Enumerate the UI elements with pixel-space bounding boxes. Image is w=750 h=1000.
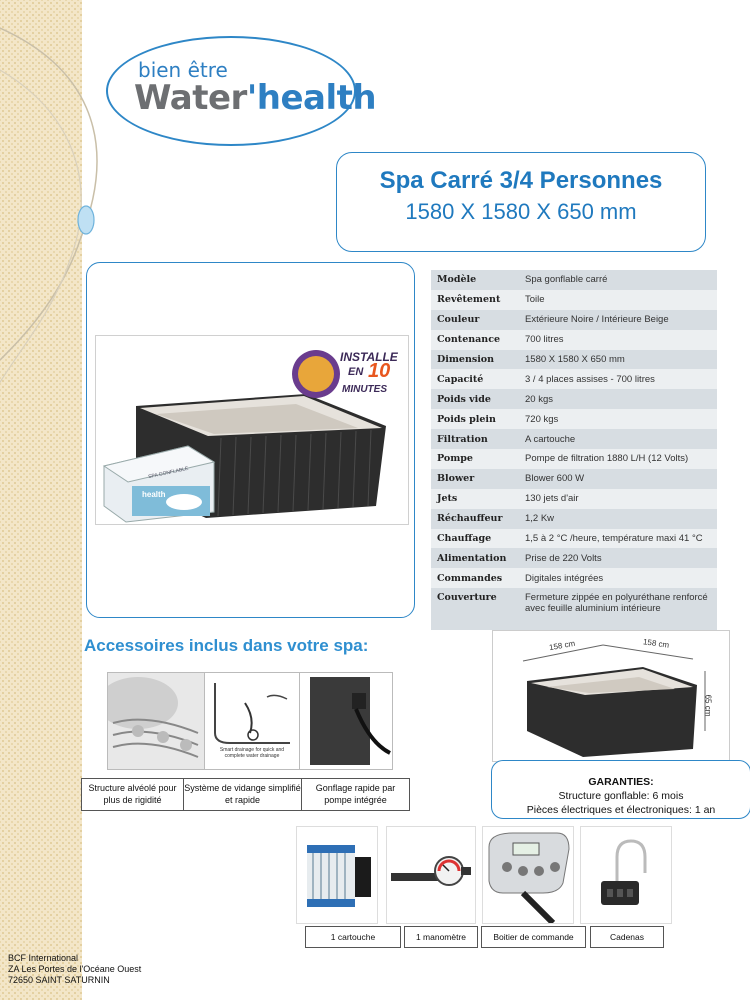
badge-number: 10 [368,360,391,382]
spec-row [431,588,717,630]
spec-value: Fermeture zippée en polyuréthane renforcé avec feuille aluminium intérieure [519,588,717,630]
spec-value: 20 kgs [519,389,717,409]
dimension-height: 65 cm [703,694,713,717]
spec-row [431,389,717,409]
spec-row [431,469,717,489]
accessoires-title: Accessoires inclus dans votre spa: [84,636,369,655]
spec-value: Blower 600 W [519,469,717,489]
spec-row [431,429,717,449]
caption-gonflage: Gonflage rapide par pompe intégrée [302,778,410,811]
spec-key: Modèle [431,270,519,290]
spec-key: Couleur [431,310,519,330]
garanties-structure: Structure gonflable: 6 mois [558,790,684,803]
spec-key: Contenance [431,330,519,350]
spec-key: Poids plein [431,409,519,429]
spec-value: 1580 X 1580 X 650 mm [519,350,717,370]
logo-word-water: Water [134,78,247,118]
spec-value: Spa gonflable carré [519,270,717,290]
badge-text-installe: INSTALLE [340,350,398,364]
caption-cartouche: 1 cartouche [305,926,401,948]
company-address [8,953,141,986]
spec-value: 130 jets d'air [519,489,717,509]
spec-row [431,568,717,588]
badge-text-minutes: MINUTES [342,384,387,395]
spec-row [431,350,717,370]
spa-photo [95,335,409,525]
extras-captions [305,926,667,948]
spec-key: Poids vide [431,389,519,409]
boitier-commande-photo [482,826,574,924]
spec-value: Extérieure Noire / Intérieure Beige [519,310,717,330]
spec-row [431,489,717,509]
spec-table [431,270,717,630]
caption-manometre: 1 manomètre [404,926,478,948]
logo-word-health: 'health [246,78,377,118]
spec-key: Alimentation [431,548,519,568]
accessoires-photos [107,672,391,768]
spec-key: Commandes [431,568,519,588]
address-company: BCF International [8,953,79,963]
product-dimensions: 1580 X 1580 X 650 mm [405,199,637,224]
product-photo-box [86,262,415,618]
structure-photo [107,672,205,770]
badge-text-en: EN [348,366,364,378]
spec-value: Digitales intégrées [519,568,717,588]
dimension-width-right: 158 cm [642,637,670,650]
spec-row [431,548,717,568]
caption-structure: Structure alvéolé pour plus de rigidité [81,778,184,811]
caption-vidange: Système de vidange simplifié et rapide [184,778,302,811]
spec-row [431,369,717,389]
spec-row [431,409,717,429]
cartouche-photo [296,826,378,924]
accessoires-captions [81,778,410,811]
product-title-box [336,152,706,252]
product-title: Spa Carré 3/4 Personnes [379,167,663,194]
garanties-electrique: Pièces électriques et électroniques: 1 an [526,804,716,817]
spec-key: Revêtement [431,290,519,310]
spec-value: 3 / 4 places assises - 700 litres [519,369,717,389]
spec-value: 1,2 Kw [519,509,717,529]
spec-row [431,290,717,310]
drainage-caption: Smart drainage for quick and complete water drainage [219,747,285,759]
spec-value: Prise de 220 Volts [519,548,717,568]
spec-value: 720 kgs [519,409,717,429]
spec-value: Toile [519,290,717,310]
spec-key: Chauffage [431,529,519,549]
logo-tagline: bien être [138,58,228,82]
dimension-width-left: 158 cm [548,638,576,653]
address-street: ZA Les Portes de l'Océane Ouest [8,963,142,974]
spec-row [431,449,717,469]
spec-value: A cartouche [519,429,717,449]
spec-key: Blower [431,469,519,489]
garanties-title: GARANTIES: [588,776,654,788]
spec-key: Dimension [431,350,519,370]
spec-row [431,310,717,330]
spec-value: 700 litres [519,330,717,350]
logo-wordmark [134,78,376,118]
cadenas-photo [580,826,672,924]
dimension-photo [492,630,730,762]
spec-key: Filtration [431,429,519,449]
spec-key: Capacité [431,369,519,389]
caption-cadenas: Cadenas [590,926,664,948]
manometre-photo [386,826,476,924]
spec-row [431,529,717,549]
spec-row [431,330,717,350]
drainage-photo [204,672,300,770]
spec-key: Couverture [431,588,519,630]
address-city: 72650 SAINT SATURNIN [8,974,110,985]
brand-logo [106,36,377,146]
spec-key: Réchauffeur [431,509,519,529]
box-label: SPA GONFLABLE [147,465,189,481]
spec-key: Pompe [431,449,519,469]
pump-photo [299,672,393,770]
spec-value: Pompe de filtration 1880 L/H (12 Volts) [519,449,717,469]
caption-boitier: Boitier de commande [481,926,586,948]
extras-photos [296,826,672,922]
spec-row [431,509,717,529]
decorative-bubble-icon [78,206,94,234]
garanties-box [491,760,750,819]
box-brand: health [142,490,166,499]
spec-value: 1,5 à 2 °C /heure, température maxi 41 °C [519,529,717,549]
spec-key: Jets [431,489,519,509]
spec-row [431,270,717,290]
